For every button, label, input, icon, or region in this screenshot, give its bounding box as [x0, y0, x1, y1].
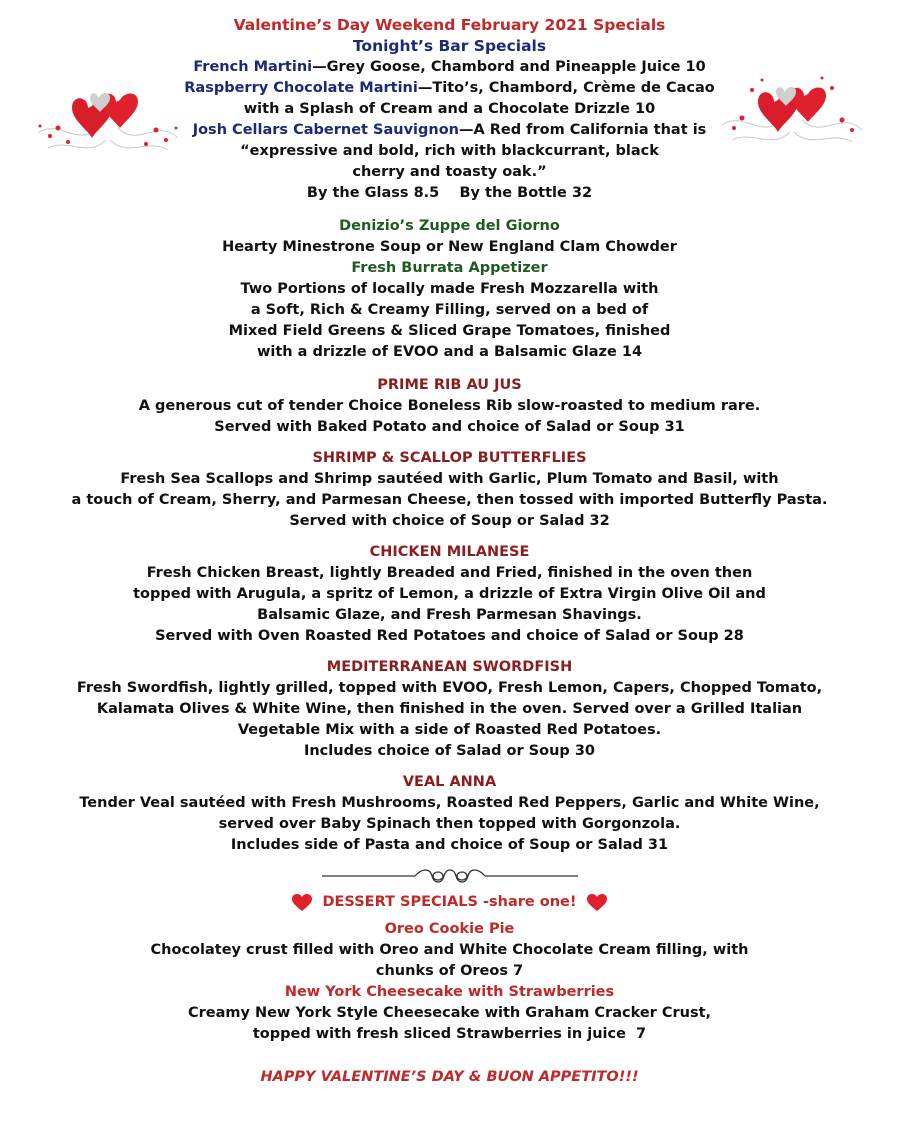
entree-line: Kalamata Olives & White Wine, then finished in the oven. Served over a Grilled Italian	[96, 701, 803, 717]
entree-line: Includes side of Pasta and choice of Soup or Salad 31	[230, 837, 669, 853]
entree-line: Fresh Sea Scallops and Shrimp sautéed with Garlic, Plum Tomato and Basil, with	[120, 471, 779, 487]
entree-line: a touch of Cream, Sherry, and Parmesan Cheese, then tossed with imported Butterfly Pasta.	[71, 492, 828, 508]
dessert-line: Chocolatey crust filled with Oreo and White Chocolate Cream filling, with	[150, 941, 749, 958]
entree-title: VEAL ANNA	[402, 774, 497, 790]
dessert-title: Oreo Cookie Pie	[384, 920, 515, 937]
entree-title: CHICKEN MILANESE	[369, 544, 530, 560]
entree-line: Tender Veal sautéed with Fresh Mushrooms, Roasted Red Peppers, Garlic and White Wine,	[79, 795, 820, 811]
bar-item-raspberry-martini: Raspberry Chocolate Martini—Tito’s, Chambord, Crème de Cacao	[184, 80, 715, 96]
heart-icon	[292, 894, 312, 912]
entree-line: Served with choice of Soup or Salad 32	[289, 513, 610, 529]
menu-content	[60, 14, 839, 1088]
entree-line: Fresh Swordfish, lightly grilled, topped with EVOO, Fresh Lemon, Capers, Chopped Tomato,	[76, 680, 823, 696]
dessert-heading: DESSERT SPECIALS -share one!	[292, 892, 606, 913]
appetizer-title: Fresh Burrata Appetizer	[351, 260, 548, 276]
entree-line: topped with Arugula, a spritz of Lemon, a drizzle of Extra Virgin Olive Oil and	[133, 586, 766, 602]
bar-item-wine-price: By the Glass 8.5 By the Bottle 32	[306, 185, 593, 201]
dessert-line: Creamy New York Style Cheesecake with Graham Cracker Crust,	[187, 1004, 712, 1021]
dessert-heading-row	[60, 892, 839, 919]
bar-item-wine-desc-1: “expressive and bold, rich with blackcurrant, black	[240, 143, 659, 159]
entree-line: Served with Baked Potato and choice of Salad or Soup 31	[214, 419, 685, 435]
entree-line: Includes choice of Salad or Soup 30	[303, 743, 596, 759]
appetizer-line: Mixed Field Greens & Sliced Grape Tomatoes, finished	[228, 323, 671, 339]
dessert-title: New York Cheesecake with Strawberries	[284, 983, 615, 1000]
dessert-line: topped with fresh sliced Strawberries in juice 7	[252, 1025, 647, 1042]
bar-item-raspberry-martini-desc: with a Splash of Cream and a Chocolate Drizzle 10	[243, 101, 656, 117]
entree-line: served over Baby Spinach then topped with Gorgonzola.	[218, 816, 681, 832]
entree-line: A generous cut of tender Choice Boneless Rib slow-roasted to medium rare.	[138, 398, 761, 414]
bar-item-wine: Josh Cellars Cabernet Sauvignon—A Red from California that is	[192, 122, 707, 138]
appetizer-line: with a drizzle of EVOO and a Balsamic Glaze 14	[256, 344, 643, 360]
bar-item-wine-desc-2: cherry and toasty oak.”	[352, 164, 547, 180]
entree-title: MEDITERRANEAN SWORDFISH	[326, 659, 573, 675]
dessert-line: chunks of Oreos 7	[375, 962, 524, 979]
entree-line: Balsamic Glaze, and Fresh Parmesan Shavings.	[257, 607, 642, 623]
ornamental-divider	[320, 862, 580, 888]
entree-title: PRIME RIB AU JUS	[377, 377, 522, 393]
soup-desc: Hearty Minestrone Soup or New England Clam Chowder	[222, 239, 677, 255]
closing-message: HAPPY VALENTINE’S DAY & BUON APPETITO!!!	[260, 1068, 639, 1085]
entree-line: Vegetable Mix with a side of Roasted Red Potatoes.	[237, 722, 662, 738]
bar-item-french-martini: French Martini—Grey Goose, Chambord and Pineapple Juice 10	[193, 59, 706, 75]
bar-specials-heading: Tonight’s Bar Specials	[352, 37, 547, 55]
entree-title: SHRIMP & SCALLOP BUTTERFLIES	[312, 450, 587, 466]
appetizer-line: a Soft, Rich & Creamy Filling, served on a bed of	[250, 302, 649, 318]
scroll-divider-icon	[320, 862, 580, 888]
appetizer-line: Two Portions of locally made Fresh Mozzarella with	[240, 281, 659, 297]
entree-line: Served with Oven Roasted Red Potatoes and choice of Salad or Soup 28	[155, 628, 744, 644]
menu-title: Valentine’s Day Weekend February 2021 Specials	[233, 16, 666, 34]
soup-title: Denizio’s Zuppe del Giorno	[339, 218, 560, 234]
entree-line: Fresh Chicken Breast, lightly Breaded and Fried, finished in the oven then	[146, 565, 753, 581]
heart-icon	[587, 894, 607, 912]
